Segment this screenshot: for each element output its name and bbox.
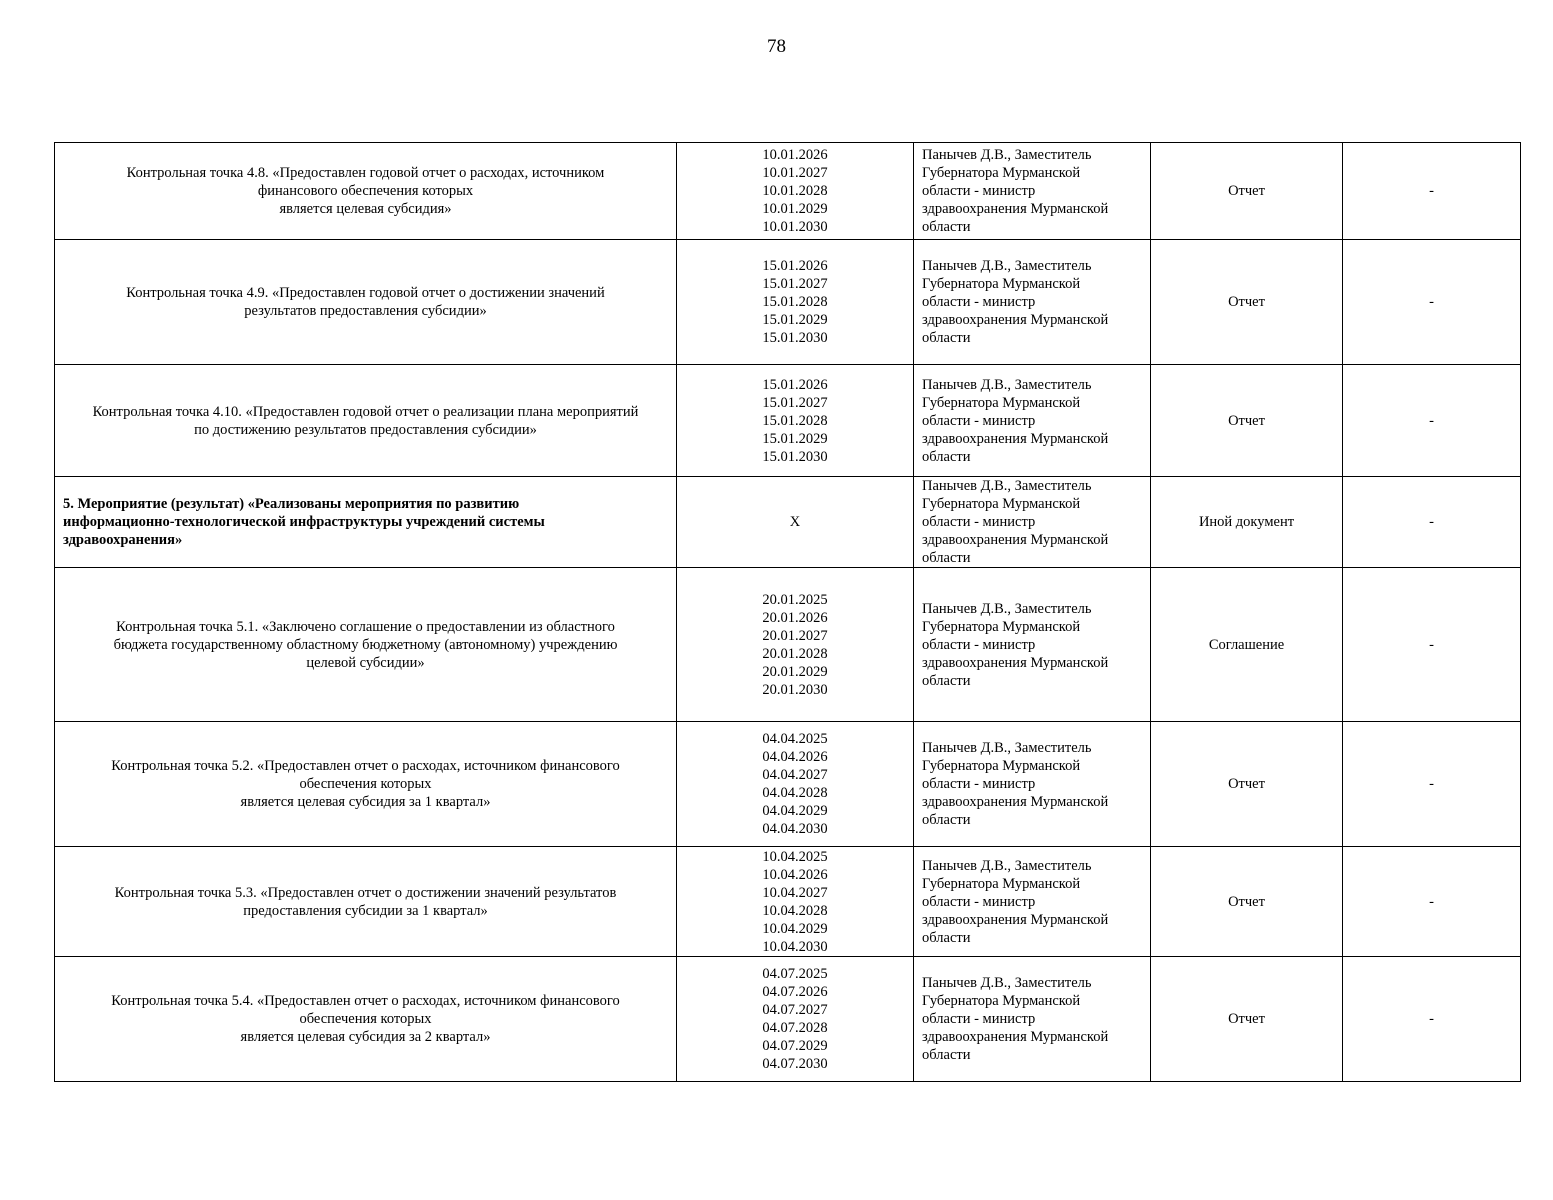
responsible-line: здравоохранения Мурманской xyxy=(922,430,1109,447)
table-row xyxy=(55,365,1521,477)
responsible-person-cell xyxy=(914,240,1151,365)
note-cell: - xyxy=(1343,722,1521,847)
responsible-line: области - министр xyxy=(922,514,1036,530)
responsible-line: Панычев Д.В., Заместитель xyxy=(922,258,1092,274)
document-type-cell: Отчет xyxy=(1151,957,1343,1082)
table-body xyxy=(55,143,1521,1082)
deadline-date: 15.01.2030 xyxy=(762,330,828,346)
control-point-name-cell xyxy=(55,568,677,722)
name-line: является целевая субсидия за 2 квартал» xyxy=(240,1029,491,1045)
responsible-line: здравоохранения Мурманской xyxy=(922,312,1109,328)
responsible-line: здравоохранения Мурманской xyxy=(922,654,1109,671)
document-type-cell: Отчет xyxy=(1151,722,1343,847)
responsible-line: Панычев Д.В., Заместитель xyxy=(922,975,1092,991)
deadline-date: 10.01.2029 xyxy=(762,201,828,217)
document-type-cell: Отчет xyxy=(1151,847,1343,957)
deadline-dates-cell xyxy=(677,957,914,1082)
name-line: Контрольная точка 5.3. «Предоставлен отчет о достижении значений результатов xyxy=(114,884,617,901)
name-line: 5. Мероприятие (результат) «Реализованы мероприятия по развитию xyxy=(63,496,520,512)
responsible-line: области - министр xyxy=(922,183,1036,199)
name-line: Контрольная точка 5.4. «Предоставлен отчет о расходах, источником финансового xyxy=(111,993,620,1009)
deadline-date: 04.04.2028 xyxy=(762,785,828,801)
control-points-table xyxy=(54,142,1521,1082)
event-title-cell xyxy=(55,477,677,568)
deadline-date: 10.04.2027 xyxy=(762,884,828,901)
responsible-line: здравоохранения Мурманской xyxy=(922,1029,1109,1045)
name-line: бюджета государственному областному бюджетному (автономному) учреждению xyxy=(113,636,618,653)
deadline-date: 10.04.2029 xyxy=(762,920,828,937)
deadline-date: 20.01.2027 xyxy=(762,627,828,644)
responsible-person-cell xyxy=(914,847,1151,957)
control-point-name-cell xyxy=(55,240,677,365)
responsible-line: Панычев Д.В., Заместитель xyxy=(922,600,1092,617)
note-cell: - xyxy=(1343,568,1521,722)
responsible-person-cell xyxy=(914,143,1151,240)
deadline-date: 04.04.2030 xyxy=(762,821,828,837)
responsible-line: Губернатора Мурманской xyxy=(922,394,1081,411)
name-line: Контрольная точка 4.10. «Предоставлен годовой отчет о реализации плана мероприятий xyxy=(92,403,639,420)
deadline-date: 15.01.2027 xyxy=(762,276,828,292)
responsible-line: области xyxy=(922,219,971,235)
document-type-cell: Отчет xyxy=(1151,365,1343,477)
table-row xyxy=(55,477,1521,568)
note-cell: - xyxy=(1343,477,1521,568)
deadline-date: 04.07.2027 xyxy=(762,1002,828,1018)
name-line: здравоохранения» xyxy=(63,532,183,548)
deadline-date: 04.07.2029 xyxy=(762,1038,828,1054)
deadline-date: 15.01.2030 xyxy=(762,448,828,465)
deadline-date: 04.07.2025 xyxy=(762,966,828,982)
document-type-cell: Иной документ xyxy=(1151,477,1343,568)
responsible-line: Панычев Д.В., Заместитель xyxy=(922,376,1092,393)
name-line: результатов предоставления субсидии» xyxy=(244,303,487,319)
deadline-dates-cell xyxy=(677,847,914,957)
deadline-date: 04.07.2030 xyxy=(762,1056,828,1072)
responsible-line: области - министр xyxy=(922,294,1036,310)
name-line: информационно-технологической инфраструктуры учреждений системы xyxy=(63,514,545,530)
deadline-date: 15.01.2027 xyxy=(762,394,828,411)
deadline-date: 15.01.2029 xyxy=(762,312,828,328)
responsible-line: Губернатора Мурманской xyxy=(922,165,1081,181)
responsible-line: здравоохранения Мурманской xyxy=(922,532,1109,548)
responsible-line: области - министр xyxy=(922,1011,1036,1027)
deadline-date: 15.01.2026 xyxy=(762,376,828,393)
deadline-date: 15.01.2028 xyxy=(762,294,828,310)
deadline-date: 20.01.2030 xyxy=(762,681,828,698)
responsible-line: области xyxy=(922,330,971,346)
name-line: Контрольная точка 4.9. «Предоставлен годовой отчет о достижении значений xyxy=(126,285,605,301)
responsible-line: области - министр xyxy=(922,893,1036,910)
table-row xyxy=(55,240,1521,365)
note-cell: - xyxy=(1343,847,1521,957)
name-line: предоставления субсидии за 1 квартал» xyxy=(243,902,488,919)
name-line: целевой субсидии» xyxy=(306,654,425,671)
deadline-dates-cell xyxy=(677,143,914,240)
control-point-name-cell xyxy=(55,722,677,847)
deadline-date: 04.04.2025 xyxy=(762,731,828,747)
responsible-person-cell xyxy=(914,365,1151,477)
deadline-date: 04.04.2027 xyxy=(762,767,828,783)
deadline-date: 04.04.2029 xyxy=(762,803,828,819)
name-line: Контрольная точка 5.2. «Предоставлен отчет о расходах, источником финансового xyxy=(111,758,620,774)
table-row xyxy=(55,568,1521,722)
page-number: 78 xyxy=(767,36,786,57)
responsible-line: Губернатора Мурманской xyxy=(922,618,1081,635)
name-line: Контрольная точка 5.1. «Заключено соглашение о предоставлении из областного xyxy=(116,618,615,635)
deadline-date: 04.04.2026 xyxy=(762,749,828,765)
note-cell: - xyxy=(1343,143,1521,240)
deadline-date: 04.07.2028 xyxy=(762,1020,828,1036)
deadline-date: 20.01.2026 xyxy=(762,609,828,626)
deadline-date: 10.01.2027 xyxy=(762,165,828,181)
responsible-line: области xyxy=(922,448,971,465)
deadline-date: 10.01.2026 xyxy=(762,147,828,163)
deadline-dates-cell xyxy=(677,477,914,568)
table-row xyxy=(55,847,1521,957)
deadline-date: 10.01.2028 xyxy=(762,183,828,199)
deadline-date: 15.01.2029 xyxy=(762,430,828,447)
name-line: является целевая субсидия» xyxy=(279,201,452,217)
responsible-line: Панычев Д.В., Заместитель xyxy=(922,147,1092,163)
table-row xyxy=(55,143,1521,240)
name-line: по достижению результатов предоставления субсидии» xyxy=(194,421,537,438)
deadline-date: 20.01.2029 xyxy=(762,663,828,680)
table-row xyxy=(55,957,1521,1082)
document-type-cell: Соглашение xyxy=(1151,568,1343,722)
note-cell: - xyxy=(1343,240,1521,365)
responsible-line: Панычев Д.В., Заместитель xyxy=(922,740,1092,756)
responsible-person-cell xyxy=(914,722,1151,847)
responsible-line: области - министр xyxy=(922,412,1036,429)
document-type-cell: Отчет xyxy=(1151,143,1343,240)
name-line: обеспечения которых xyxy=(299,776,432,792)
deadline-date: 20.01.2025 xyxy=(762,591,828,608)
responsible-line: области xyxy=(922,812,971,828)
deadline-date: 10.04.2028 xyxy=(762,902,828,919)
document-type-cell: Отчет xyxy=(1151,240,1343,365)
responsible-line: здравоохранения Мурманской xyxy=(922,201,1109,217)
responsible-person-cell xyxy=(914,568,1151,722)
responsible-person-cell xyxy=(914,957,1151,1082)
deadline-dates-cell xyxy=(677,240,914,365)
table-row xyxy=(55,722,1521,847)
deadline-date: 04.07.2026 xyxy=(762,984,828,1000)
responsible-line: Губернатора Мурманской xyxy=(922,875,1081,892)
responsible-line: Губернатора Мурманской xyxy=(922,276,1081,292)
name-line: финансового обеспечения которых xyxy=(257,183,474,199)
deadline-date: 10.01.2030 xyxy=(762,219,828,235)
control-point-name-cell xyxy=(55,957,677,1082)
responsible-line: области - министр xyxy=(922,636,1036,653)
note-cell: - xyxy=(1343,365,1521,477)
deadline-date: 15.01.2026 xyxy=(762,258,828,274)
deadline-date: 10.04.2025 xyxy=(762,848,828,865)
deadline-date: 15.01.2028 xyxy=(762,412,828,429)
name-line: обеспечения которых xyxy=(299,1011,432,1027)
deadline-dates-cell xyxy=(677,568,914,722)
responsible-line: области xyxy=(922,1047,971,1063)
deadline-dates-cell xyxy=(677,722,914,847)
deadline-date: X xyxy=(789,514,801,530)
responsible-line: области xyxy=(922,672,971,689)
responsible-line: Губернатора Мурманской xyxy=(922,993,1081,1009)
deadline-date: 20.01.2028 xyxy=(762,645,828,662)
note-cell: - xyxy=(1343,957,1521,1082)
deadline-dates-cell xyxy=(677,365,914,477)
deadline-date: 10.04.2026 xyxy=(762,866,828,883)
responsible-line: Губернатора Мурманской xyxy=(922,496,1081,512)
name-line: Контрольная точка 4.8. «Предоставлен годовой отчет о расходах, источником xyxy=(126,165,605,181)
responsible-line: области - министр xyxy=(922,776,1036,792)
control-point-name-cell xyxy=(55,143,677,240)
responsible-line: Панычев Д.В., Заместитель xyxy=(922,857,1092,874)
responsible-line: здравоохранения Мурманской xyxy=(922,911,1109,928)
responsible-line: здравоохранения Мурманской xyxy=(922,794,1109,810)
responsible-line: области xyxy=(922,929,971,946)
control-point-name-cell xyxy=(55,365,677,477)
responsible-line: Панычев Д.В., Заместитель xyxy=(922,478,1092,494)
responsible-person-cell xyxy=(914,477,1151,568)
name-line: является целевая субсидия за 1 квартал» xyxy=(240,794,491,810)
responsible-line: области xyxy=(922,550,971,566)
responsible-line: Губернатора Мурманской xyxy=(922,758,1081,774)
control-point-name-cell xyxy=(55,847,677,957)
deadline-date: 10.04.2030 xyxy=(762,938,828,955)
